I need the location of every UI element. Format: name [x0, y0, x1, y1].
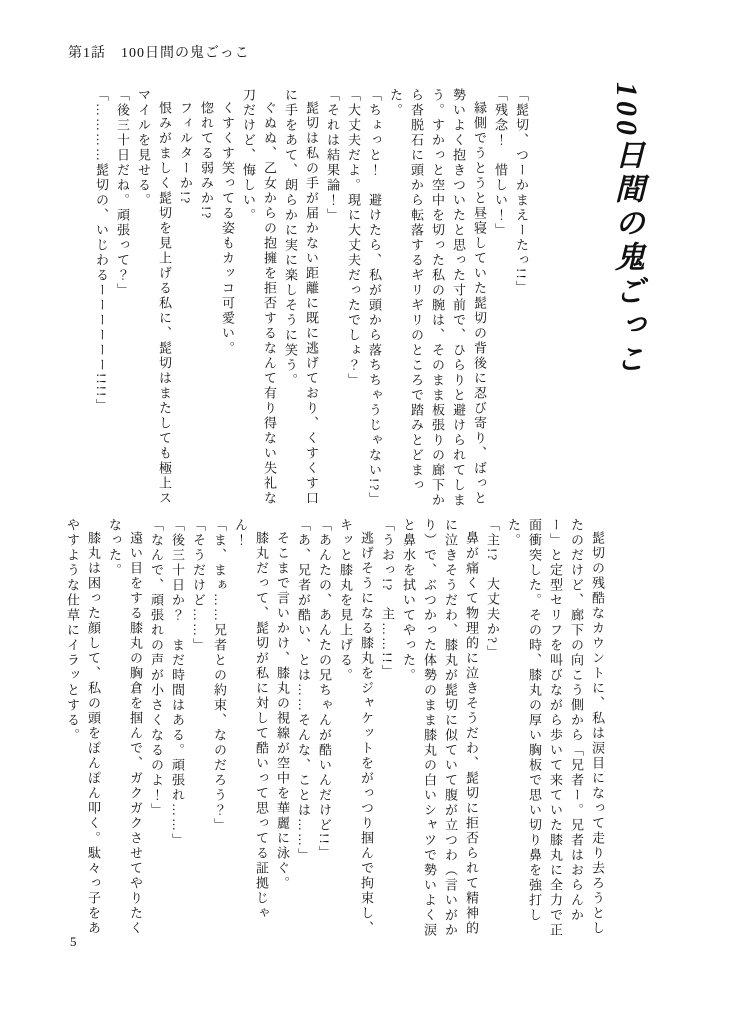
- paragraph: ぐぬぬ、乙女からの抱擁を拒否するなんて有り得ない失礼な刀だけど、悔しい。: [241, 88, 277, 506]
- paragraph: 逃げそうになる膝丸をジャケットをがっつり掴んで拘束し、キッと膝丸を見上げる。: [338, 518, 374, 936]
- paragraph: 髭切は私の手が届かない距離に既に逃げており、くすくす口に手をあて、朗らかに実に楽しそうに笑う。: [283, 88, 319, 506]
- paragraph: 膝丸だって、髭切が私に対して酷いって思ってる証拠じゃん！: [233, 518, 269, 921]
- paragraph: 「あ、兄者が酷い、とは……そんな、ことは……」: [296, 518, 311, 863]
- lower-text-block: [65, 518, 608, 942]
- paragraph: 恨みがましく髭切を見上げる私に、髭切はまたしても極上スマイルを見せる。: [136, 88, 172, 506]
- paragraph: 「それは結果論！」: [325, 88, 340, 223]
- paragraph: そこまで言いかけ、膝丸の視線が空中を華麗に泳ぐ。: [275, 531, 290, 891]
- upper-text-block: [82, 88, 532, 508]
- paragraph: 髭切の残酷なカウントに、私は涙目になって走り去ろうとしたのだけど、廊下の向こう側から「兄者ー。兄者はおらんかー」と定型セリフを叫びながら歩いて来ていた膝丸に全力で正面衝突した。その時、膝丸の厚い胸板で思い切り鼻を強打した。: [506, 518, 605, 938]
- paragraph: くすくす笑ってる姿もカッコ可愛い。: [220, 101, 235, 356]
- paragraph: 「ま、まぁ……兄者との約束、なのだろう？」: [212, 518, 227, 833]
- paragraph: 「うおっ!? 主……!!」: [380, 518, 395, 680]
- paragraph: 「そうだけど……」: [191, 518, 206, 653]
- paragraph: 「ちょっと！ 避けたら、私が頭から落ちちゃうじゃない!?」: [367, 88, 382, 508]
- paragraph: 「…………髭切の、いじわるーーーーーー!!!!」: [94, 88, 109, 414]
- paragraph: フィルターか!?: [178, 101, 193, 206]
- paragraph: 「主!? 大丈夫か?」: [485, 518, 500, 660]
- paragraph: 惚れてる弱みか!?: [199, 101, 214, 221]
- chapter-title: 100日間の鬼ごっこ: [610, 82, 643, 377]
- paragraph: 「なんで、頑張れの声が小さくなるのよ！」: [149, 518, 164, 818]
- paragraph: 「後三十日だね。頑張って？」: [115, 88, 130, 298]
- paragraph: 「大丈夫だよ。現に大丈夫だったでしょ？」: [346, 88, 361, 388]
- chapter-header: 第1話 100日間の鬼ごっこ: [68, 46, 250, 61]
- paragraph: 遠い目をする膝丸の胸倉を掴んで、ガクガクさせてやりたくなった。: [107, 518, 143, 936]
- paragraph: 縁側でうとうと昼寝していた髭切の背後に忍び寄り、ばっと勢いよく抱きついたと思った寸前で、ひらりと避けられてしまう。すかっと空中を切った私の腕は、そのまま板張りの廊下から沓脱石に頭から転落するギリギリのところで踏みとどまった。: [388, 88, 487, 508]
- paragraph: 「あんたの、あんたの兄ちゃんが酷いんだけど!!」: [317, 518, 332, 861]
- page-number: 5: [70, 934, 77, 949]
- paragraph: 「後三十日か？ まだ時間はある。頑張れ……」: [170, 518, 185, 848]
- paragraph: 膝丸は困った顔して、私の頭をぽんぽん叩く。駄々っ子をあやすような仕草にイラッとする。: [65, 518, 101, 936]
- paragraph: 「髭切、つーかまえーたっ!!」: [514, 88, 529, 296]
- paragraph: 鼻が痛くて物理的に泣きそうだわ、髭切に拒否られて精神的に泣きそうだわ、膝丸が髭切に似ていて腹が立つわ（言いがかり）で、ぶつかった体勢のまま膝丸の白いシャツで勢いよく涙と鼻水を拭いてやった。: [401, 518, 479, 938]
- paragraph: 「残念！ 惜しい！」: [493, 88, 508, 238]
